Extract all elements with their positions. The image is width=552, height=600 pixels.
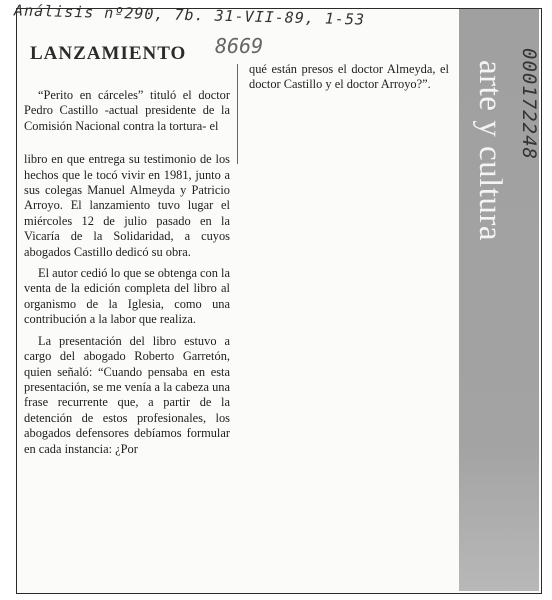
article-headline: LANZAMIENTO (30, 43, 187, 64)
column-divider (237, 64, 238, 164)
paragraph: “Perito en cárceles” tituló el doctor Pedro Castillo -actual presidente de la Comisión Nacional contra la tortura- el (24, 88, 230, 133)
paragraph: El autor cedió lo que se obtenga con la venta de la edición completa del libro al organismo de la Iglesia, como una contribución a la labor que realiza. (24, 266, 230, 327)
handwritten-source-note: Análisis nº290, 7b. 31-VII-89, 1-53 (13, 1, 366, 29)
paragraph: libro en que entrega su testimonio de los hechos que le tocó vivir en 1981, junto a sus colegas Manuel Almeyda y Patricio Arroyo. El lanzamiento tuvo lugar el miércoles 12 de julio pasado en la Vicaría de la Solidaridad, a cuyos abogados Castillo dedicó su obra. (24, 152, 230, 259)
article-column-2 (249, 62, 449, 93)
section-label: arte y cultura (472, 60, 508, 242)
paragraph: La presentación del libro estuvo a cargo del abogado Roberto Garretón, quien señaló: “Cuando pensaba en esta presentación, se me venía a la cabeza una frase recurrente que, a partir de la detención de estos profesionales, los abogados defensores debíamos formular en cada instancia: ¿Por (24, 333, 230, 456)
handwritten-catalog-number: 000172248 (518, 48, 540, 160)
handwritten-archive-mark: 8669 (215, 34, 264, 58)
article-column-1 (24, 88, 230, 457)
paragraph: qué están presos el doctor Almeyda, el doctor Castillo y el doctor Arroyo?”. (249, 62, 449, 92)
